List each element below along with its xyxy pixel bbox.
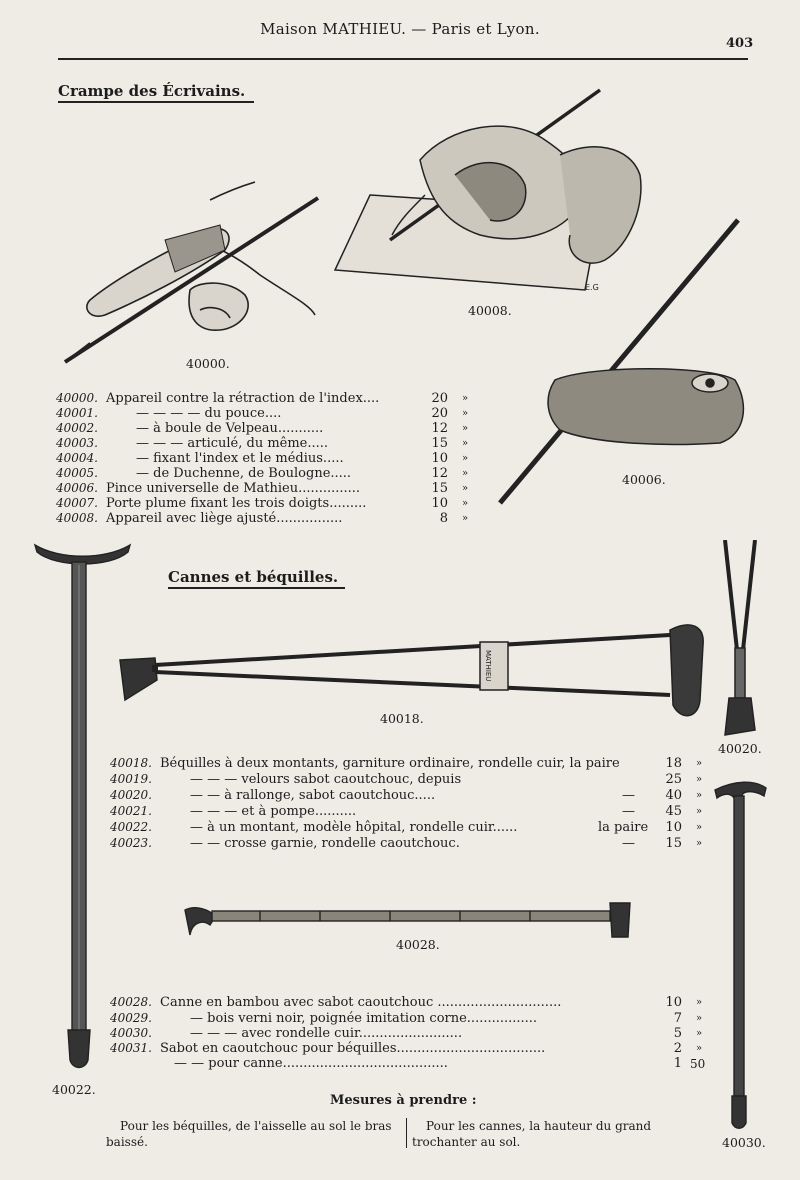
item-price: 45 [665,804,682,819]
item-price: 12 [431,466,448,481]
item-code: 40001. [56,406,98,420]
item-price: 5 [673,1026,682,1041]
figure-40008-caption: 40008. [468,303,512,318]
item-price: 10 [431,451,448,466]
item-price: 40 [665,788,682,803]
item-desc: — — à rallonge, sabot caoutchouc..... [190,788,436,803]
item-currency: » [462,483,469,494]
item-desc: — — — velours sabot caoutchouc, depuis [190,772,462,787]
figure-40022-caption: 40022. [52,1082,96,1097]
item-desc: Porte plume fixant les trois doigts......... [106,496,367,511]
item-currency: » [696,1043,703,1054]
figure-40018-illustration [115,620,710,725]
figure-40020-caption: 40020. [718,741,762,756]
item-desc: Béquilles à deux montants, garniture ordinaire, rondelle cuir, la paire [160,756,620,771]
item-price: 25 [665,772,682,787]
item-price: 15 [431,481,448,496]
item-code: 40031. [110,1041,152,1055]
header-rule [58,58,748,60]
item-price: 10 [665,995,682,1010]
item-desc: — — — et à pompe.......... [190,804,357,819]
item-currency: » [696,758,703,769]
item-currency: » [696,997,703,1008]
item-code: 40005. [56,466,98,480]
item-currency: 50 [690,1057,706,1071]
item-currency: » [462,498,469,509]
item-currency: » [696,838,703,849]
page-header: Maison MATHIEU. — Paris et Lyon. [260,20,540,38]
item-price: 10 [431,496,448,511]
item-currency: » [462,453,469,464]
section-title-underline [168,587,345,589]
item-code: 40029. [110,1011,152,1025]
measures-crutches-text: Pour les béquilles, de l'aisselle au sol le bras baissé. [106,1119,392,1149]
item-code: 40000. [56,391,98,405]
figure-40030-caption: 40030. [722,1135,766,1150]
figure-40028-caption: 40028. [396,937,440,952]
item-desc: Appareil contre la rétraction de l'index.... [106,391,380,406]
item-code: 40006. [56,481,98,495]
item-currency: » [462,468,469,479]
figure-40006-illustration [490,215,750,510]
item-code: 40008. [56,511,98,525]
item-desc: Sabot en caoutchouc pour béquilles.................................... [160,1041,546,1056]
item-unit: — [622,788,635,803]
measures-title: Mesures à prendre : [330,1093,477,1108]
figure-40020-illustration [715,540,775,740]
item-desc: Pince universelle de Mathieu............... [106,481,361,496]
figure-40000-illustration [60,180,330,370]
item-currency: » [462,513,469,524]
svg-text:E.G: E.G [585,283,599,292]
item-currency: » [696,1013,703,1024]
item-code: 40030. [110,1026,152,1040]
item-currency: » [696,774,703,785]
item-desc: — — — articulé, du même..... [136,436,329,451]
page-number: 403 [726,36,754,51]
item-desc: — à un montant, modèle hôpital, rondelle cuir...... [190,820,518,835]
section-title-cannes: Cannes et béquilles. [168,568,339,586]
item-desc: Appareil avec liège ajusté................ [106,511,343,526]
item-desc: — — — — du pouce.... [136,406,282,421]
item-price: 7 [673,1011,682,1026]
item-currency: » [696,806,703,817]
figure-40000-caption: 40000. [186,356,230,371]
item-price: 15 [665,836,682,851]
item-code: 40007. [56,496,98,510]
item-price: 2 [673,1041,682,1056]
item-code: 40023. [110,836,152,850]
item-desc: — — pour canne........................................ [174,1056,448,1071]
item-currency: » [696,790,703,801]
item-price: 12 [431,421,448,436]
figure-40030-illustration [710,778,770,1133]
item-unit: — [622,804,635,819]
measures-canes-text: Pour les cannes, la hauteur du grand trochanter au sol. [412,1119,652,1149]
item-desc: — — — avec rondelle cuir......................... [190,1026,463,1041]
item-price: 10 [665,820,682,835]
item-price: 20 [431,406,448,421]
item-unit: la paire [598,820,649,835]
brand-mark: MATHIEU [484,650,492,682]
item-currency: » [696,822,703,833]
item-price: 20 [431,391,448,406]
item-code: 40018. [110,756,152,770]
item-code: 40021. [110,804,152,818]
item-price: 18 [665,756,682,771]
item-price: 1 [673,1056,682,1071]
item-desc: — à boule de Velpeau........... [136,421,324,436]
item-code: 40003. [56,436,98,450]
item-currency: » [462,423,469,434]
item-code: 40020. [110,788,152,802]
item-price: 15 [431,436,448,451]
figure-40018-caption: 40018. [380,711,424,726]
item-code: 40028. [110,995,152,1009]
section-title-underline [58,101,254,103]
figure-40006-caption: 40006. [622,472,666,487]
item-price: 8 [439,511,448,526]
item-code: 40022. [110,820,152,834]
item-currency: » [462,393,469,404]
section-title-crampe: Crampe des Écrivains. [58,82,246,100]
item-code: 40019. [110,772,152,786]
item-code: 40002. [56,421,98,435]
item-currency: » [462,408,469,419]
item-desc: — — crosse garnie, rondelle caoutchouc. [190,836,460,851]
item-desc: — de Duchenne, de Boulogne..... [136,466,352,481]
item-desc: Canne en bambou avec sabot caoutchouc .............................. [160,995,562,1010]
item-unit: — [622,836,635,851]
item-code: 40004. [56,451,98,465]
item-currency: » [462,438,469,449]
measures-divider [406,1118,407,1148]
item-desc: — bois verni noir, poignée imitation corne................. [190,1011,538,1026]
item-desc: — fixant l'index et le médius..... [136,451,344,466]
item-currency: » [696,1028,703,1039]
